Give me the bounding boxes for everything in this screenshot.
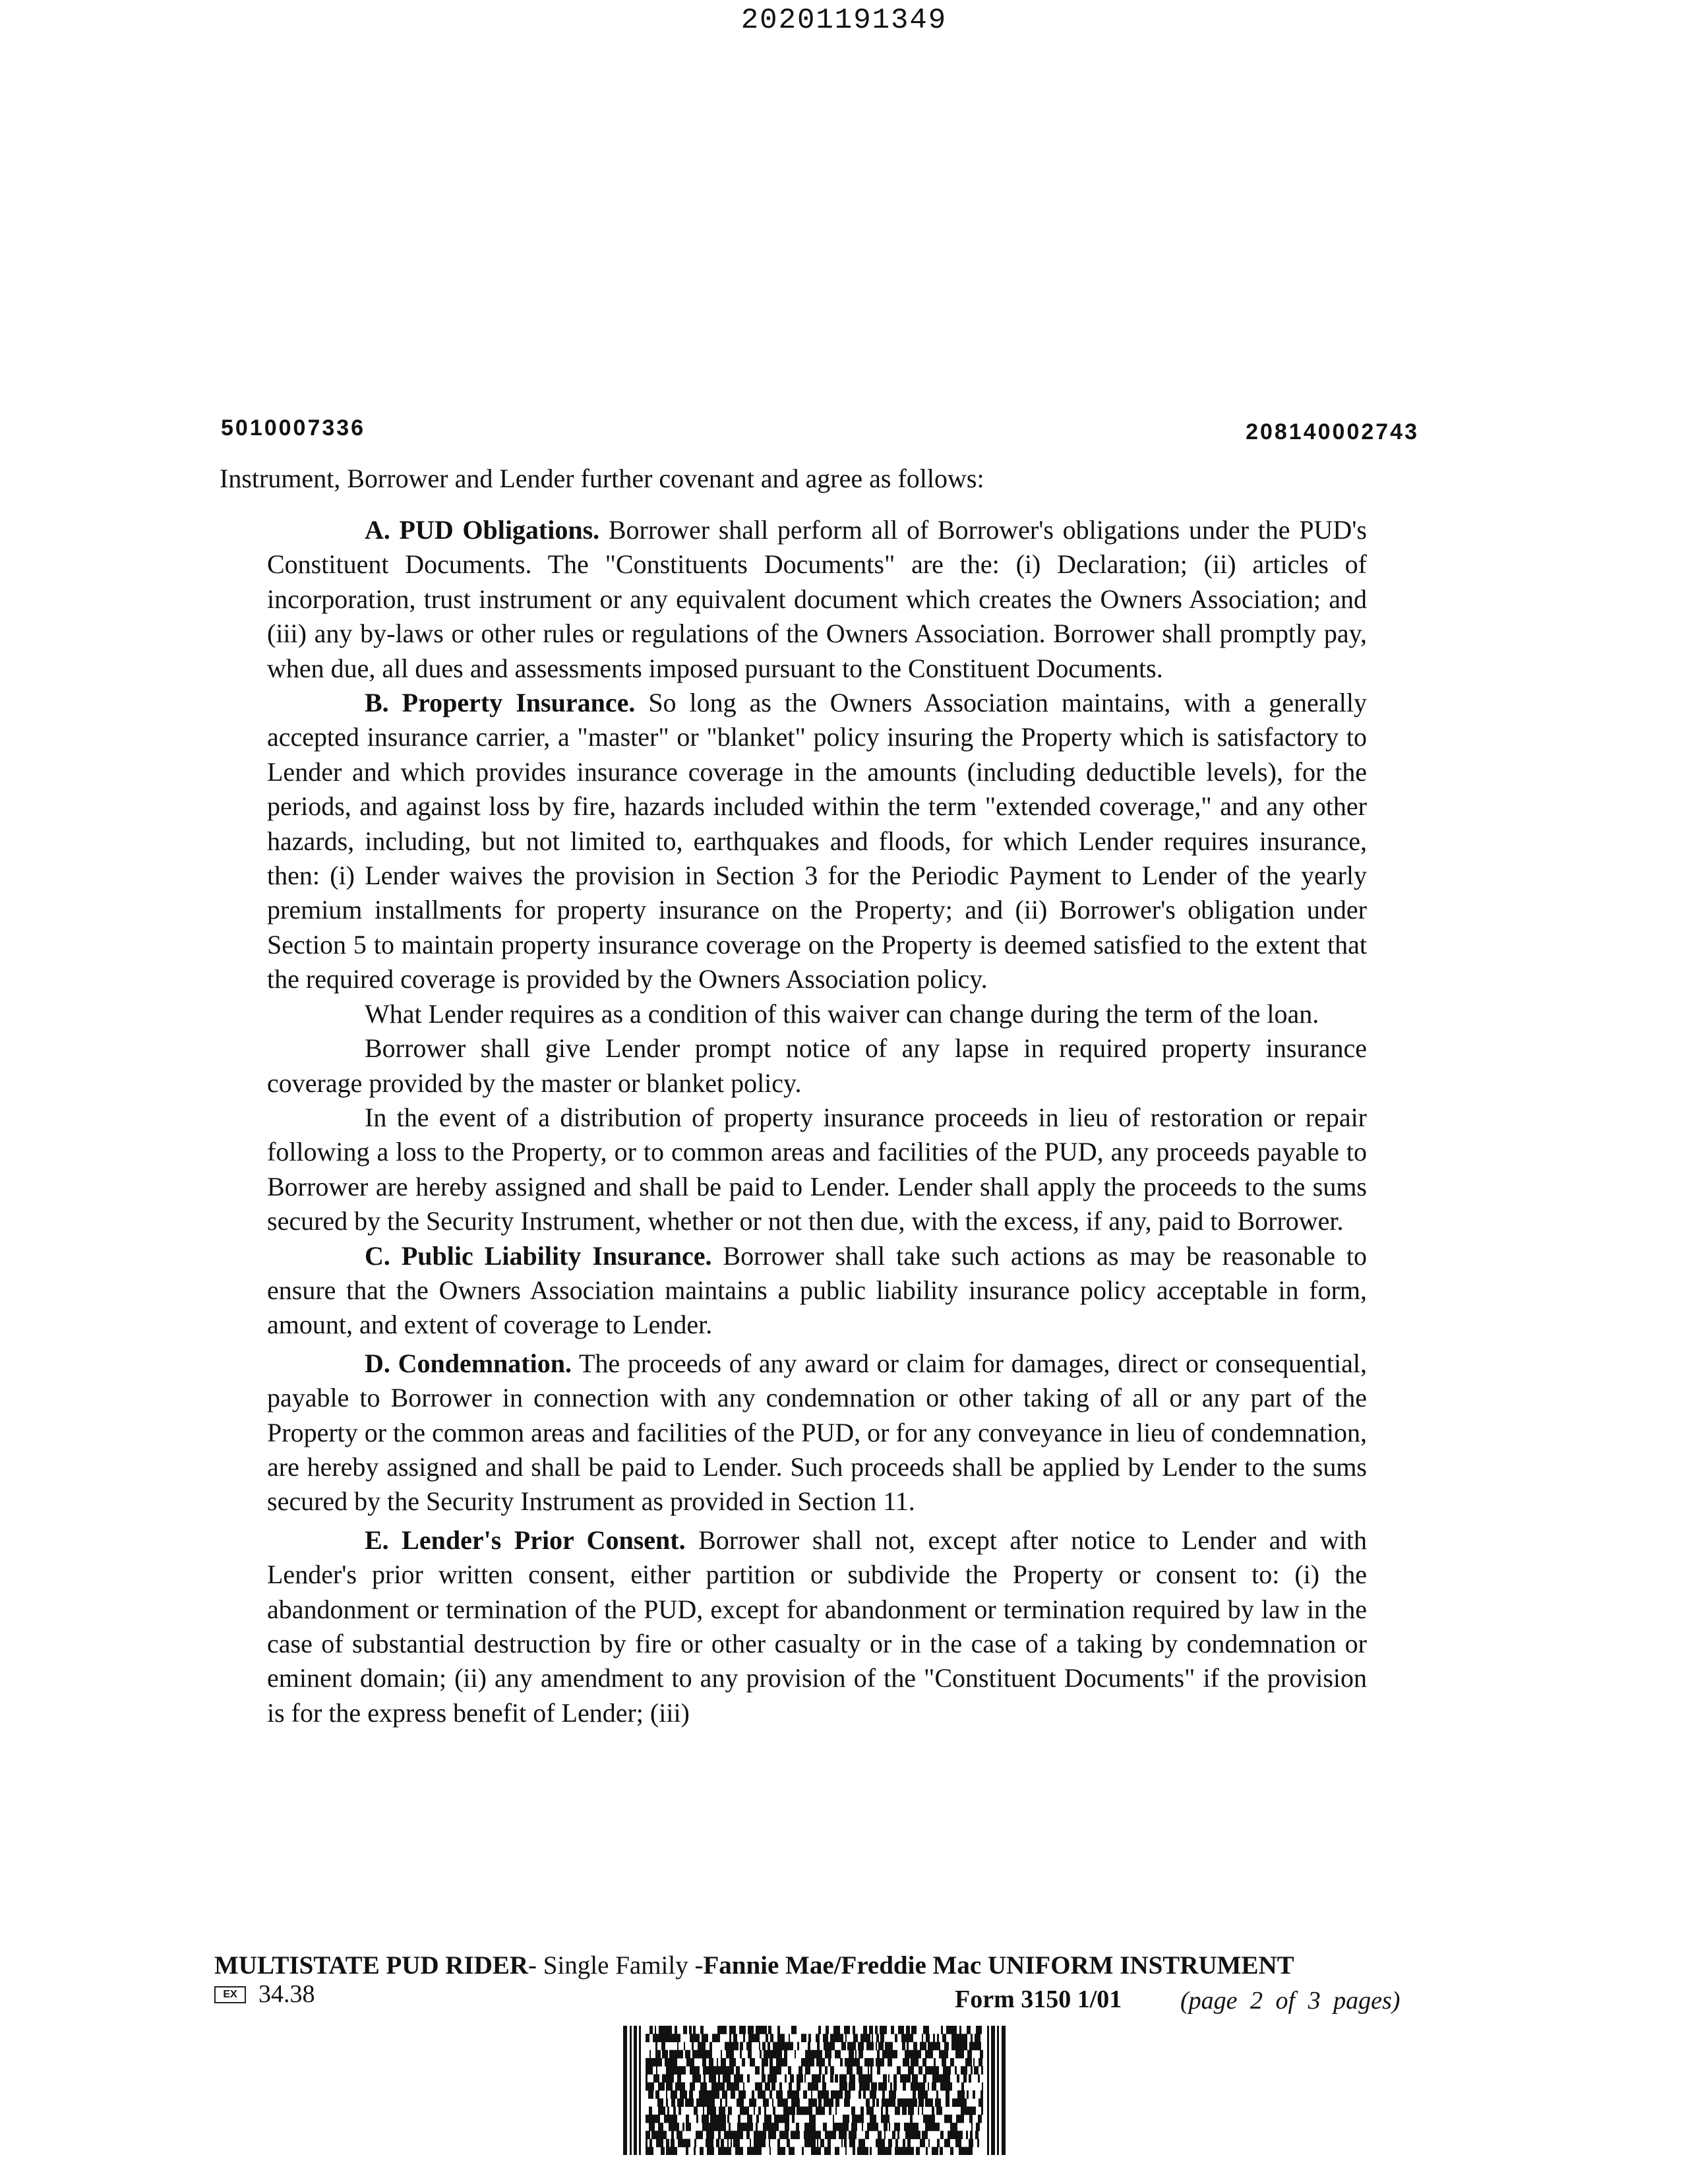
document-number: 20201191349: [740, 4, 948, 37]
form-number: Form 3150 1/01: [955, 1986, 1122, 2013]
section-e-heading: E. Lender's Prior Consent.: [365, 1525, 686, 1555]
section-e: [267, 1523, 1367, 1730]
loan-number-right: 208140002743: [1246, 419, 1419, 444]
section-c: [267, 1239, 1367, 1343]
section-a-text: Borrower shall perform all of Borrower's obligations under the PUD's Constituent Documents. The "Constituents Documents" are the: (i) Declaration; (ii) articles of incorporation, trust instrument or any equivalent document which creates the Owners Association; and (iii) any by-laws or other rules or regulations of the Owners Association. Borrower shall promptly pay, when due, all dues and assessments imposed pursuant to the Constituent Documents.: [267, 515, 1367, 683]
section-b-para2: What Lender requires as a condition of this waiver can change during the term of the loan.: [365, 998, 1319, 1029]
section-e-text: Borrower shall not, except after notice to Lender and with Lender's prior written consent, either partition or subdivide the Property or consent to: (i) the abandonment or termination of the PUD, except for abandonment or termination required by law in the case of substantial destruction by fire or other casualty or in the case of a taking by condemnation or eminent domain; (ii) any amendment to any provision of the "Constituent Documents" if the provision is for the express benefit of Lender; (iii): [267, 1525, 1367, 1728]
section-b-para3: Borrower shall give Lender prompt notice of any lapse in required property insurance coverage provided by the master or blanket policy.: [267, 1033, 1367, 1098]
intro-line: Instrument, Borrower and Lender further covenant and agree as follows:: [220, 464, 984, 493]
loan-number-left: 5010007336: [221, 415, 366, 440]
barcode-data-area: [646, 2026, 983, 2155]
page-indicator: (page 2 of 3 pages): [1180, 1987, 1401, 2015]
ex-icon: EX: [214, 1986, 246, 2003]
section-b-para4: In the event of a distribution of property insurance proceeds in lieu of restoration or repair following a loss to the Property, or to common areas and facilities of the PUD, any proceeds payable to Borrower are hereby assigned and shall be paid to Lender. Lender shall apply the proceeds to the sums secured by the Security Instrument, whether or not then due, with the excess, if any, paid to Borrower.: [267, 1102, 1367, 1236]
footer-title-bold-2: Fannie Mae/Freddie Mac UNIFORM INSTRUMENT: [703, 1951, 1294, 1980]
section-b-heading: B. Property Insurance.: [365, 688, 636, 718]
rider-body: [267, 513, 1367, 1730]
section-c-text: Borrower shall take such actions as may be reasonable to ensure that the Owners Association maintains a public liability insurance policy acceptable in form, amount, and extent of coverage to Lender.: [267, 1240, 1368, 1340]
section-b: [267, 686, 1367, 997]
section-a: [267, 513, 1367, 686]
ex-code: 34.38: [258, 1980, 315, 2008]
footer-title: [214, 1951, 1388, 1980]
section-b-text: So long as the Owners Association maintains, with a generally accepted insurance carrier, a "master" or "blanket" policy insuring the Property which is satisfactory to Lender and which provides insurance coverage in the amounts (including deductible levels), for the periods, and against loss by fire, hazards included within the term "extended coverage," and any other hazards, including, but not limited to, earthquakes and floods, for which Lender requires insurance, then: (i) Lender waives the provision in Section 3 for the Periodic Payment to Lender of the yearly premium installments for property insurance on the Property; and (ii) Borrower's obligation under Section 5 to maintain property insurance coverage on the Property is deemed satisfied to the extent that the required coverage is provided by the Owners Association policy.: [267, 688, 1367, 994]
barcode-icon: [623, 2026, 1006, 2155]
section-d-text: The proceeds of any award or claim for damages, direct or consequential, payable to Borrower in connection with any condemnation or other taking of all or any part of the Property or the common areas and facilities of the PUD, or for any conveyance in lieu of condemnation, are hereby assigned and shall be paid to Lender. Such proceeds shall be applied by Lender to the sums secured by the Security Instrument as provided in Section 11.: [267, 1348, 1368, 1517]
footer-title-regular: - Single Family -: [528, 1951, 704, 1980]
section-a-heading: A. PUD Obligations.: [365, 515, 600, 545]
footer-title-bold-1: MULTISTATE PUD RIDER: [214, 1951, 529, 1980]
section-d: [267, 1347, 1367, 1519]
section-d-heading: D. Condemnation.: [365, 1348, 572, 1378]
section-c-heading: C. Public Liability Insurance.: [365, 1240, 712, 1271]
